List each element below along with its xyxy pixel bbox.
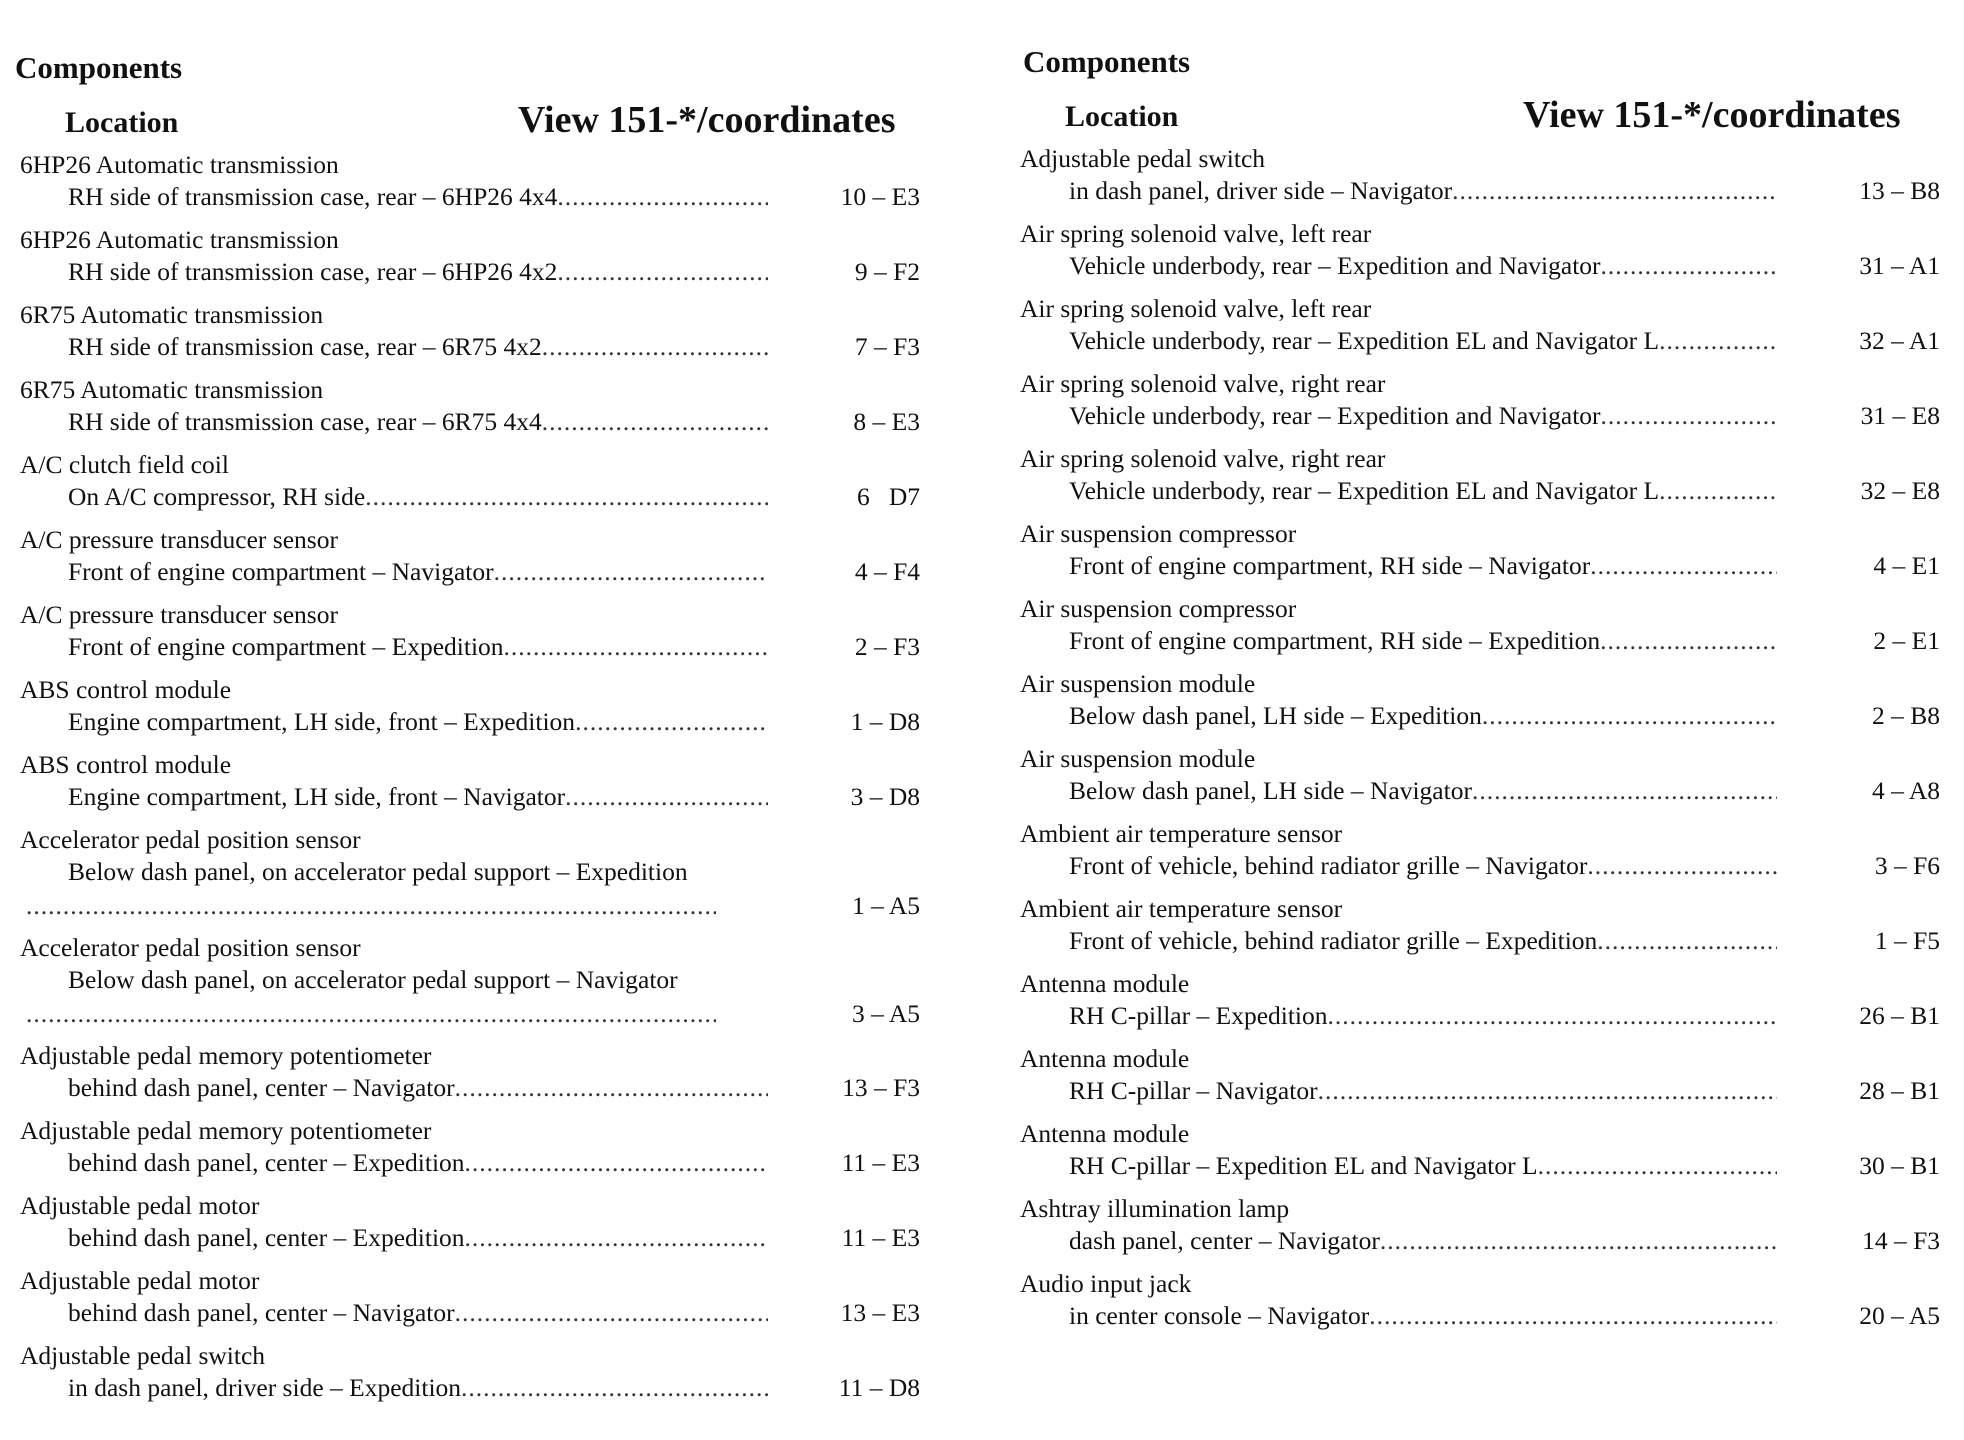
leader-dots (542, 332, 768, 362)
list-item (1013, 444, 1953, 520)
component-location: in center console – Navigator ..... (1069, 1301, 1777, 1333)
leader-dots (1328, 1001, 1777, 1031)
component-name: ABS control module (20, 675, 232, 704)
component-name: Accelerator pedal position sensor (20, 825, 361, 854)
list-item (0, 150, 935, 226)
component-name: Air suspension module (1020, 744, 1256, 773)
component-name: A/C clutch field coil (20, 450, 229, 479)
component-name: Air spring solenoid valve, right rear (1020, 444, 1386, 473)
view-coordinate: 3 – A5 (851, 999, 920, 1028)
leader-dots (565, 782, 768, 812)
list-item (1013, 1194, 1953, 1270)
component-location: Front of engine compartment – Navigator ..... (68, 557, 768, 589)
leader-dots (1587, 851, 1777, 881)
list-item (1013, 1044, 1953, 1120)
view-coordinate: 4 – F4 (854, 557, 920, 586)
component-location: RH side of transmission case, rear – 6HP26 4x4 ..... (68, 182, 768, 214)
leader-dots (1590, 551, 1777, 581)
view-coordinates-header: View 151-*/coordinates (518, 99, 896, 141)
component-name: Air suspension compressor (1020, 594, 1297, 623)
list-item (1013, 744, 1953, 820)
view-coordinate: 11 – E3 (841, 1148, 920, 1177)
component-name: Adjustable pedal motor (20, 1266, 260, 1295)
leader-dots (1472, 776, 1777, 806)
component-location: RH side of transmission case, rear – 6R75 4x2 ..... (68, 332, 768, 364)
component-name: 6HP26 Automatic transmission (20, 225, 339, 254)
leader-dots (504, 632, 768, 662)
component-location: RH C-pillar – Expedition EL and Navigator L ..... (1069, 1151, 1777, 1183)
view-coordinate: 13 – F3 (842, 1073, 920, 1102)
view-coordinate: 28 – B1 (1859, 1076, 1940, 1105)
component-location: RH side of transmission case, rear – 6HP26 4x2 ..... (68, 257, 768, 289)
view-coordinate: 31 – E8 (1860, 401, 1940, 430)
list-item (1013, 519, 1953, 595)
leader-dots (26, 891, 716, 921)
list-item (0, 225, 935, 301)
component-name: Antenna module (1020, 969, 1190, 998)
leader-dots (26, 999, 716, 1029)
list-item (0, 825, 935, 935)
component-name: Adjustable pedal switch (20, 1341, 266, 1370)
list-item (0, 1191, 935, 1267)
list-item (1013, 1269, 1953, 1345)
leader-dots (557, 182, 768, 212)
component-location: Vehicle underbody, rear – Expedition EL and Navigator L ..... (1069, 326, 1777, 358)
list-item (0, 1266, 935, 1342)
list-item (1013, 594, 1953, 670)
component-name: Air suspension compressor (1020, 519, 1297, 548)
component-location: On A/C compressor, RH side ..... (68, 482, 768, 514)
list-item (0, 750, 935, 826)
component-name: A/C pressure transducer sensor (20, 525, 338, 554)
view-coordinate: 32 – E8 (1860, 476, 1940, 505)
component-name: 6R75 Automatic transmission (20, 300, 324, 329)
component-location: RH C-pillar – Expedition ..... (1069, 1001, 1777, 1033)
list-item (0, 300, 935, 376)
leader-dots (1482, 701, 1777, 731)
view-coordinate: 11 – E3 (841, 1223, 920, 1252)
component-location: RH side of transmission case, rear – 6R75 4x4 ..... (68, 407, 768, 439)
component-location: Engine compartment, LH side, front – Expedition ..... (68, 707, 768, 739)
list-item (1013, 369, 1953, 445)
list-item (0, 525, 935, 601)
component-location: Below dash panel, LH side – Expedition ..... (1069, 701, 1777, 733)
view-coordinate: 2 – F3 (854, 632, 920, 661)
list-item (1013, 819, 1953, 895)
component-name: Ashtray illumination lamp (1020, 1194, 1290, 1223)
view-coordinate: 14 – F3 (1862, 1226, 1940, 1255)
list-item (0, 375, 935, 451)
view-coordinate: 32 – A1 (1859, 326, 1940, 355)
component-name: Air spring solenoid valve, right rear (1020, 369, 1386, 398)
leader-dots (1597, 926, 1777, 956)
component-name: Antenna module (1020, 1044, 1190, 1073)
view-coordinate: 6 D7 (856, 482, 920, 511)
location-header: Location (65, 106, 179, 139)
component-location: Front of engine compartment, RH side – Navigator ..... (1069, 551, 1777, 583)
component-name: Air suspension module (1020, 669, 1256, 698)
list-item (0, 675, 935, 751)
component-location: behind dash panel, center – Navigator ..... (68, 1073, 768, 1105)
view-coordinate: 10 – E3 (840, 182, 920, 211)
leader-dots (465, 1148, 768, 1178)
component-location: in dash panel, driver side – Expedition ..... (68, 1373, 768, 1405)
view-coordinate: 1 – D8 (850, 707, 920, 736)
list-item (1013, 1119, 1953, 1195)
component-name: Accelerator pedal position sensor (20, 933, 361, 962)
leader-dots (557, 257, 768, 287)
component-location: Vehicle underbody, rear – Expedition EL and Navigator L ..... (1069, 476, 1777, 508)
leader-dots (1369, 1301, 1777, 1331)
view-coordinate: 7 – F3 (854, 332, 920, 361)
leader-dots (1452, 176, 1777, 206)
leader-dots (1601, 251, 1777, 281)
leader-dots (1538, 1151, 1777, 1181)
list-item (1013, 294, 1953, 370)
component-name: Air spring solenoid valve, left rear (1020, 294, 1372, 323)
list-item (0, 600, 935, 676)
component-location: behind dash panel, center – Navigator ..... (68, 1298, 768, 1330)
list-item (0, 1341, 935, 1417)
view-coordinate: 20 – A5 (1859, 1301, 1940, 1330)
component-name: Adjustable pedal memory potentiometer (20, 1116, 432, 1145)
list-item (0, 933, 935, 1043)
component-name: Adjustable pedal memory potentiometer (20, 1041, 432, 1070)
component-name: Air spring solenoid valve, left rear (1020, 219, 1372, 248)
component-location: RH C-pillar – Navigator ..... (1069, 1076, 1777, 1108)
component-location: Vehicle underbody, rear – Expedition and Navigator ..... (1069, 401, 1777, 433)
leader-dots (455, 1073, 768, 1103)
component-location: Front of engine compartment – Expedition ..... (68, 632, 768, 664)
list-item (1013, 894, 1953, 970)
leader-dots (365, 482, 768, 512)
view-coordinate: 26 – B1 (1859, 1001, 1940, 1030)
component-name: 6HP26 Automatic transmission (20, 150, 339, 179)
component-name: ABS control module (20, 750, 232, 779)
list-item (0, 1041, 935, 1117)
component-location: Below dash panel, LH side – Navigator ..... (1069, 776, 1777, 808)
view-coordinate: 11 – D8 (838, 1373, 920, 1402)
view-coordinate: 9 – F2 (854, 257, 920, 286)
view-coordinate: 4 – E1 (1873, 551, 1940, 580)
list-item (0, 1116, 935, 1192)
component-location: Vehicle underbody, rear – Expedition and Navigator ..... (1069, 251, 1777, 283)
leader-dots (1659, 326, 1777, 356)
leader-dots (455, 1298, 768, 1328)
component-location: Below dash panel, on accelerator pedal support – Navigator (68, 965, 678, 994)
view-coordinate: 4 – A8 (1871, 776, 1940, 805)
list-item (1013, 144, 1953, 220)
component-name: A/C pressure transducer sensor (20, 600, 338, 629)
view-coordinate: 31 – A1 (1859, 251, 1940, 280)
location-header: Location (1065, 100, 1179, 133)
view-coordinate: 30 – B1 (1859, 1151, 1940, 1180)
list-item (0, 450, 935, 526)
leader-dots (1380, 1226, 1777, 1256)
component-location: Engine compartment, LH side, front – Navigator ..... (68, 782, 768, 814)
component-location: Front of vehicle, behind radiator grille – Navigator ..... (1069, 851, 1777, 883)
view-coordinate: 1 – A5 (851, 891, 920, 920)
leader-dots (575, 707, 768, 737)
list-item (1013, 219, 1953, 295)
leader-dots (494, 557, 768, 587)
leader-dots (1318, 1076, 1777, 1106)
component-location: Front of engine compartment, RH side – Expedition ..... (1069, 626, 1777, 658)
leader-dots (1600, 626, 1777, 656)
component-location: dash panel, center – Navigator ..... (1069, 1226, 1777, 1258)
component-location: Front of vehicle, behind radiator grille – Expedition ..... (1069, 926, 1777, 958)
leader-dots (542, 407, 768, 437)
components-heading: Components (1023, 44, 1191, 79)
component-location: Below dash panel, on accelerator pedal support – Expedition (68, 857, 688, 886)
list-item (1013, 969, 1953, 1045)
component-location: behind dash panel, center – Expedition ..... (68, 1223, 768, 1255)
view-coordinate: 3 – F6 (1874, 851, 1940, 880)
component-name: Ambient air temperature sensor (1020, 894, 1343, 923)
component-location: behind dash panel, center – Expedition ..... (68, 1148, 768, 1180)
leader-dots (461, 1373, 768, 1403)
view-coordinate: 13 – B8 (1859, 176, 1940, 205)
view-coordinate: 8 – E3 (853, 407, 920, 436)
component-location: in dash panel, driver side – Navigator ..... (1069, 176, 1777, 208)
component-name: 6R75 Automatic transmission (20, 375, 324, 404)
view-coordinate: 2 – B8 (1871, 701, 1940, 730)
components-heading: Components (15, 50, 183, 85)
component-name: Antenna module (1020, 1119, 1190, 1148)
view-coordinate: 3 – D8 (850, 782, 920, 811)
leader-dots (465, 1223, 768, 1253)
leader-dots (1659, 476, 1777, 506)
component-name: Ambient air temperature sensor (1020, 819, 1343, 848)
component-name: Audio input jack (1020, 1269, 1192, 1298)
view-coordinate: 13 – E3 (840, 1298, 920, 1327)
list-item (1013, 669, 1953, 745)
view-coordinates-header: View 151-*/coordinates (1523, 94, 1901, 136)
component-name: Adjustable pedal switch (1020, 144, 1266, 173)
view-coordinate: 1 – F5 (1874, 926, 1940, 955)
view-coordinate: 2 – E1 (1873, 626, 1940, 655)
component-name: Adjustable pedal motor (20, 1191, 260, 1220)
leader-dots (1601, 401, 1777, 431)
